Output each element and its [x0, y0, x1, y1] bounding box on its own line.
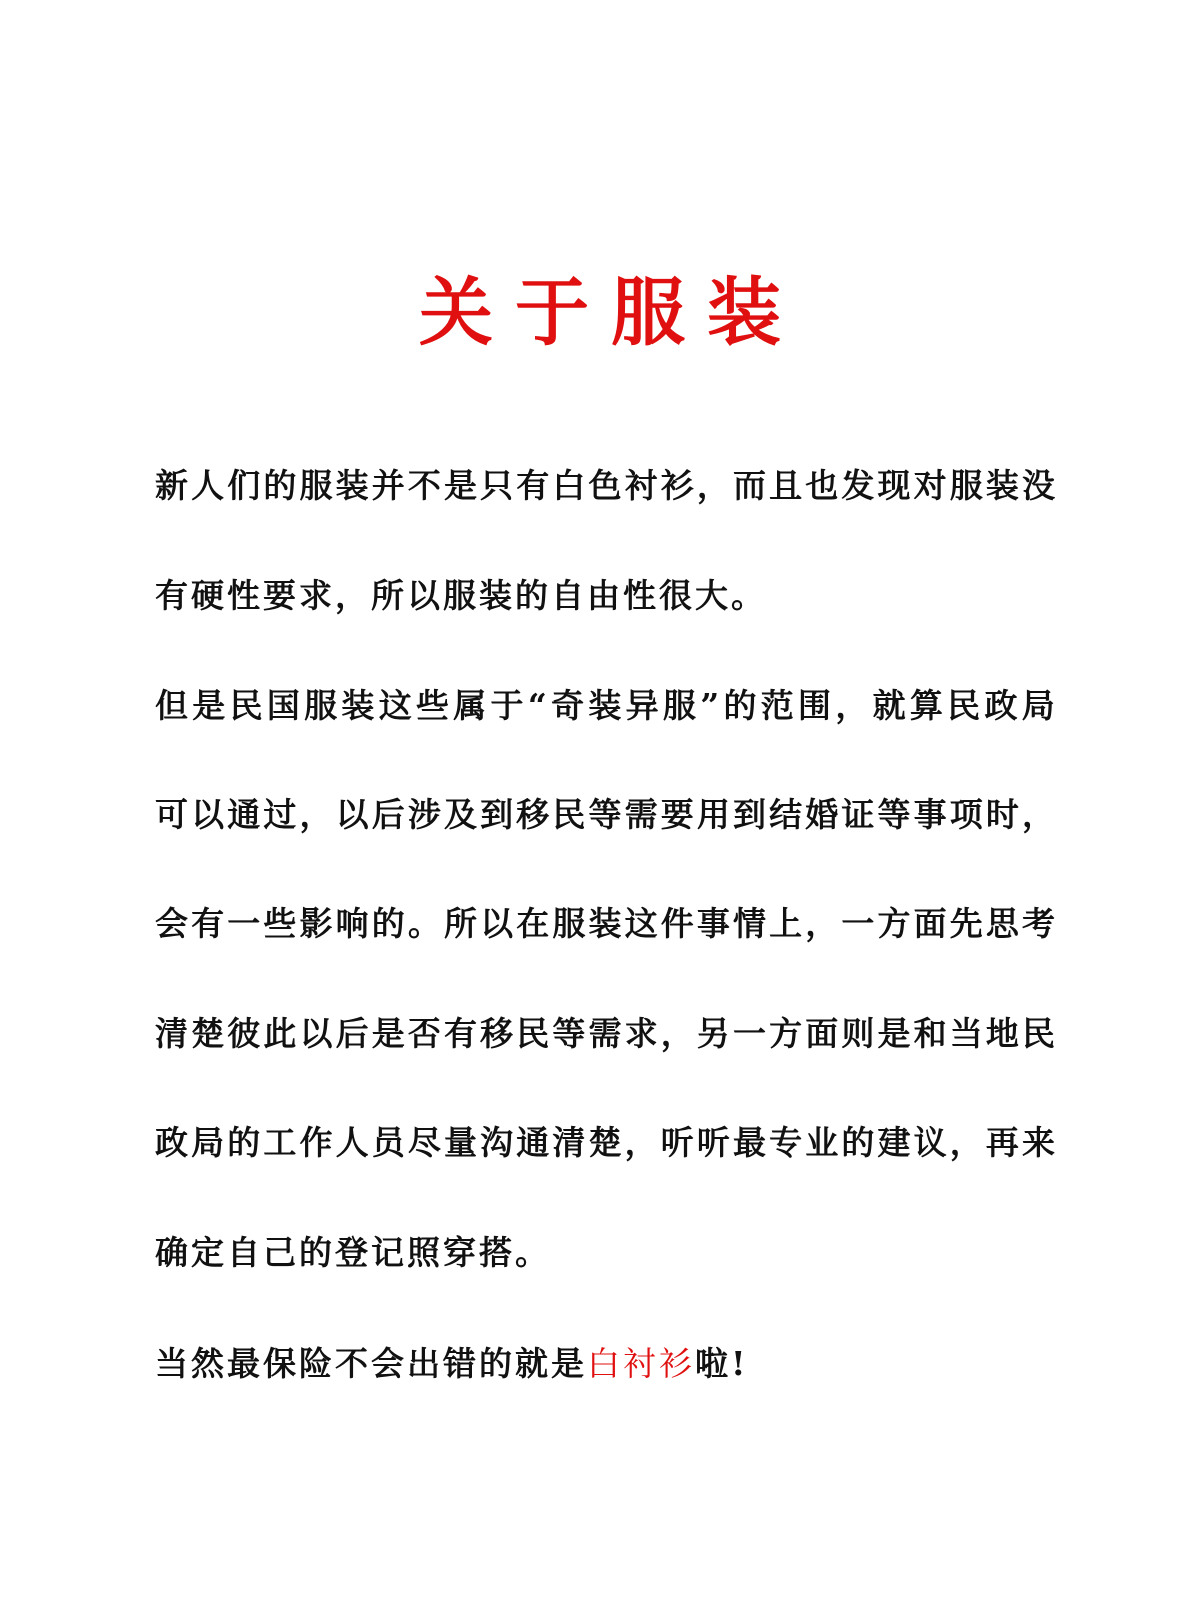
line-char: 后 — [371, 795, 405, 834]
line-char: 服 — [552, 904, 586, 943]
line-char: 到 — [480, 795, 514, 834]
line-char: 政 — [984, 686, 1018, 725]
line-char: ， — [805, 904, 839, 943]
line-char: 尽 — [407, 1123, 441, 1162]
line-char: 民 — [516, 1014, 550, 1053]
line-char: 政 — [155, 1123, 188, 1162]
line-char: 服 — [949, 466, 983, 505]
line-char: 且 — [769, 466, 803, 505]
line-char: 项 — [949, 795, 983, 834]
line-char: 需 — [624, 795, 658, 834]
line-char: 民 — [229, 686, 263, 725]
line-char: 通 — [227, 795, 261, 834]
line-char: 也 — [805, 466, 839, 505]
line-char: 装 — [588, 904, 622, 943]
line-char: 则 — [841, 1014, 875, 1053]
line-char: 有 — [444, 1014, 477, 1053]
line-char: 属 — [453, 686, 487, 725]
line-char: 和 — [913, 1014, 947, 1053]
line-char: 民 — [552, 795, 586, 834]
line-char: 最 — [733, 1123, 766, 1162]
line-char: 人 — [191, 466, 225, 505]
line-char: 有 — [191, 904, 225, 943]
line-char: 专 — [769, 1123, 803, 1162]
line-char: 装 — [341, 686, 375, 725]
line-char: 白 — [552, 466, 586, 505]
line-char: ， — [949, 1123, 983, 1162]
line-char: 等 — [877, 795, 911, 834]
line-char: 就 — [872, 686, 906, 725]
paragraph-line — [155, 900, 1055, 948]
line-char: 的 — [723, 686, 757, 725]
line-char: 听 — [660, 1123, 694, 1162]
line-char: 些 — [415, 686, 449, 725]
line-char: 议 — [913, 1123, 947, 1162]
line-char: 以 — [480, 904, 514, 943]
line-char: 后 — [335, 1014, 369, 1053]
line-char: 方 — [877, 904, 911, 943]
closing-text: 当然最保险不会出错的就是 — [155, 1344, 587, 1383]
line-char: 上 — [769, 904, 803, 943]
line-char: 移 — [480, 1014, 514, 1053]
line-char: 是 — [444, 466, 477, 505]
line-char: 有 — [516, 466, 550, 505]
paragraph-line — [155, 462, 1055, 510]
line-char: 些 — [263, 904, 297, 943]
page-title: 关于服装 — [419, 270, 803, 356]
line-char: 婚 — [805, 795, 839, 834]
line-char: 民 — [1022, 1014, 1055, 1053]
line-char: 衬 — [624, 466, 658, 505]
line-char: 面 — [913, 904, 947, 943]
line-char: 以 — [335, 795, 369, 834]
closing-line — [155, 1340, 1055, 1388]
line-char: 情 — [733, 904, 766, 943]
paragraph-line — [155, 1119, 1055, 1167]
line-char: 影 — [299, 904, 333, 943]
line-char: 局 — [191, 1123, 225, 1162]
line-char: ， — [299, 795, 333, 834]
line-char: 来 — [1022, 1123, 1055, 1162]
line-char: 一 — [733, 1014, 766, 1053]
line-char: 一 — [841, 904, 875, 943]
line-char: 色 — [588, 466, 622, 505]
line-char: ， — [624, 1123, 658, 1162]
line-char: 装 — [985, 466, 1019, 505]
line-char: 要 — [660, 795, 694, 834]
highlight-text: 白衬衫 — [587, 1344, 695, 1383]
line-char: 所 — [444, 904, 477, 943]
paragraph-line — [155, 682, 1055, 730]
line-char: 沟 — [480, 1123, 514, 1162]
line-char: 再 — [985, 1123, 1019, 1162]
line-char: 件 — [660, 904, 694, 943]
line-char: 响 — [335, 904, 369, 943]
line-char: 算 — [909, 686, 943, 725]
line-char: 作 — [299, 1123, 333, 1162]
line-char: 一 — [227, 904, 261, 943]
line-char: 事 — [696, 904, 730, 943]
line-char: 等 — [588, 795, 622, 834]
line-char: 楚 — [588, 1123, 622, 1162]
line-char: 结 — [769, 795, 803, 834]
line-char: 楚 — [191, 1014, 225, 1053]
line-char: 只 — [480, 466, 514, 505]
line-char: “ — [527, 686, 547, 725]
line-char: 工 — [263, 1123, 297, 1162]
line-char: 需 — [588, 1014, 622, 1053]
line-char: 业 — [805, 1123, 839, 1162]
line-char: 到 — [733, 795, 766, 834]
line-char: 及 — [444, 795, 477, 834]
line-char: 围 — [798, 686, 832, 725]
line-char: 时 — [985, 795, 1019, 834]
line-char: 的 — [227, 1123, 261, 1162]
line-char: 奇 — [551, 686, 585, 725]
line-char: 不 — [407, 466, 441, 505]
line-char: 等 — [552, 1014, 586, 1053]
line-char: 服 — [299, 466, 333, 505]
line-char: 们 — [227, 466, 261, 505]
line-char: 是 — [877, 1014, 911, 1053]
paragraph-line: 有硬性要求，所以服装的自由性很大。 — [155, 576, 767, 615]
line-char: 。 — [407, 904, 441, 943]
line-char: 地 — [985, 1014, 1019, 1053]
line-char: 装 — [335, 466, 369, 505]
line-char: 服 — [304, 686, 338, 725]
line-char: 方 — [769, 1014, 803, 1053]
line-char: 是 — [371, 1014, 405, 1053]
line-char: ， — [660, 1014, 694, 1053]
line-char: 清 — [155, 1014, 188, 1053]
line-char: 对 — [913, 466, 947, 505]
line-char: 的 — [841, 1123, 875, 1162]
line-char: 事 — [913, 795, 947, 834]
line-char: 清 — [552, 1123, 586, 1162]
line-char: 民 — [947, 686, 981, 725]
line-char: 通 — [516, 1123, 550, 1162]
line-char: 另 — [696, 1014, 730, 1053]
line-char: 考 — [1022, 904, 1055, 943]
line-char: 面 — [805, 1014, 839, 1053]
line-char: ， — [1022, 795, 1055, 834]
line-char: ， — [696, 466, 730, 505]
line-char: 范 — [760, 686, 794, 725]
line-char: 人 — [335, 1123, 369, 1162]
line-char: 现 — [877, 466, 911, 505]
line-char: 于 — [490, 686, 524, 725]
line-char: 的 — [371, 904, 405, 943]
line-char: 建 — [877, 1123, 911, 1162]
line-char: 国 — [266, 686, 300, 725]
line-char: 这 — [624, 904, 658, 943]
line-char: 听 — [696, 1123, 730, 1162]
paragraph-line — [155, 791, 1055, 839]
line-char: 而 — [733, 466, 766, 505]
line-char: 异 — [625, 686, 659, 725]
line-char: 思 — [985, 904, 1019, 943]
line-char: 这 — [378, 686, 412, 725]
line-char: 证 — [841, 795, 875, 834]
line-char: 用 — [696, 795, 730, 834]
line-char: 彼 — [227, 1014, 261, 1053]
line-char: 先 — [949, 904, 983, 943]
line-char: 没 — [1022, 466, 1055, 505]
line-char: 过 — [263, 795, 297, 834]
line-char: 以 — [299, 1014, 333, 1053]
line-char: ” — [700, 686, 720, 725]
line-char: 并 — [371, 466, 405, 505]
line-char: 是 — [192, 686, 226, 725]
line-char: 衫 — [660, 466, 694, 505]
line-char: 发 — [841, 466, 875, 505]
line-char: 移 — [516, 795, 550, 834]
closing-exclamation: 啦! — [695, 1344, 749, 1383]
line-char: 在 — [516, 904, 550, 943]
line-char: ， — [835, 686, 869, 725]
line-char: 否 — [407, 1014, 441, 1053]
line-char: 涉 — [407, 795, 441, 834]
line-char: 以 — [191, 795, 225, 834]
line-char: 员 — [371, 1123, 405, 1162]
line-char: 当 — [949, 1014, 983, 1053]
line-char: 但 — [155, 686, 188, 725]
paragraph-line: 确定自己的登记照穿搭。 — [155, 1233, 551, 1272]
line-char: 的 — [263, 466, 297, 505]
paragraph-line — [155, 1010, 1055, 1058]
line-char: 新 — [155, 466, 188, 505]
line-char: 求 — [624, 1014, 658, 1053]
line-char: 可 — [155, 795, 188, 834]
line-char: 装 — [588, 686, 622, 725]
line-char: 此 — [263, 1014, 297, 1053]
line-char: 会 — [155, 904, 188, 943]
line-char: 服 — [662, 686, 696, 725]
line-char: 局 — [1021, 686, 1055, 725]
line-char: 量 — [444, 1123, 477, 1162]
